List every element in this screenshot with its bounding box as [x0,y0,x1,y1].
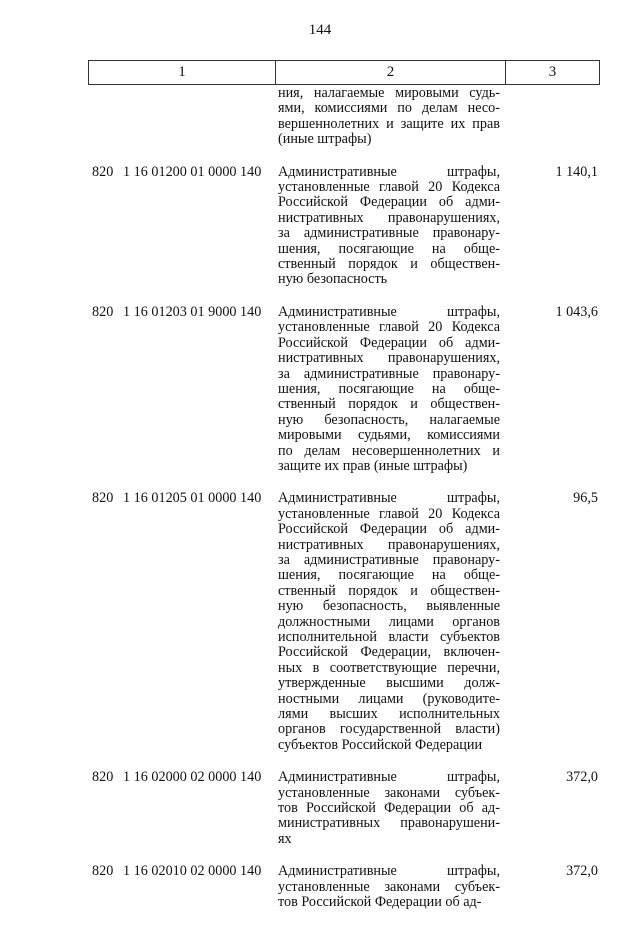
classification-code: 1 16 02000 02 0000 140 [123,769,262,786]
classification-code: 1 16 01200 01 0000 140 [123,163,262,180]
amount-cell: 1 043,6 [555,303,598,320]
description-line: ственный порядок и обществен- [278,256,500,273]
table-row [88,491,600,753]
description-line: ную безопасность, выявленные [278,598,500,615]
page-number: 144 [308,22,332,38]
description-line: за административные правонару- [278,225,500,242]
description-line: за административные правонару- [278,365,500,382]
classification-code: 1 16 01203 01 9000 140 [123,303,262,320]
table-row [88,86,600,148]
description-line: ственный порядок и обществен- [278,396,500,413]
header-col-3: 3 [506,61,600,85]
description-cell [278,770,500,847]
description-line: ную безопасность [278,271,388,288]
amount-cell: 372,0 [566,769,598,786]
description-line: ями, комиссиями по делам несо- [278,100,500,117]
table-row [88,165,600,288]
description-line: нистративных правонарушениях, [278,536,500,553]
description-cell [278,86,500,148]
description-line: шения, посягающие на обще- [278,567,500,584]
description-line: Административные штрафы, [278,163,500,180]
amount-cell: 96,5 [573,490,598,507]
header-col-1: 1 [89,61,276,85]
table-row [88,864,600,910]
description-line: Российской Федерации об адми- [278,521,500,538]
description-line: установленные законами субъек- [278,878,500,895]
description-line: защите их прав (иные штрафы) [278,457,468,474]
description-line: Российской Федерации об адми- [278,194,500,211]
admin-code: 820 [92,863,114,880]
table-row [88,305,600,474]
description-line: ния, налагаемые мировыми судь- [278,85,500,101]
budget-code-cell [88,86,278,148]
classification-code: 1 16 01205 01 0000 140 [123,490,262,507]
description-line: органов государственной власти) [278,721,500,738]
description-line: тов Российской Федерации об ад- [278,894,482,911]
description-line: ственный порядок и обществен- [278,582,500,599]
description-cell [278,305,500,474]
description-line: субъектов Российской Федерации [278,736,483,753]
description-line: установленные главой 20 Кодекса [278,505,500,522]
description-line: ных в соответствующие перечни, [278,659,500,676]
description-line: шения, посягающие на обще- [278,240,500,257]
description-line: установленные главой 20 Кодекса [278,179,500,196]
amount-cell: 1 140,1 [555,163,598,180]
description-line: Российской Федерации, включен- [278,644,500,661]
description-line: должностными лицами органов [278,613,500,630]
description-line: по делам несовершеннолетних и [278,442,500,459]
budget-code-cell [88,770,278,847]
description-line: установленные законами субъек- [278,784,500,801]
description-line: нистративных правонарушениях, [278,209,500,226]
description-line: Российской Федерации об адми- [278,334,500,351]
description-line: установленные главой 20 Кодекса [278,319,500,336]
admin-code: 820 [92,769,114,786]
description-cell [278,165,500,288]
description-line: ностными лицами (руководите- [278,690,500,707]
description-line: министративных правонарушени- [278,815,500,832]
budget-code-cell [88,305,278,474]
header-col-2: 2 [276,61,506,85]
description-line: исполнительной власти субъектов [278,629,500,645]
table-header [88,60,600,85]
description-line: за административные правонару- [278,551,500,568]
classification-code: 1 16 02010 02 0000 140 [123,863,262,880]
description-line: лями высших исполнительных [278,706,500,723]
admin-code: 820 [92,303,114,320]
admin-code: 820 [92,163,114,180]
description-line: утвержденные высшими долж- [278,675,500,692]
description-line: Административные штрафы, [278,863,500,880]
description-cell [278,491,500,753]
budget-code-cell [88,864,278,910]
description-line: вершеннолетних и защите их прав [278,115,500,132]
budget-code-cell [88,165,278,288]
budget-code-cell [88,491,278,753]
description-line: мировыми судьями, комиссиями [278,427,500,444]
admin-code: 820 [92,490,114,507]
description-line: нистративных правонарушениях, [278,350,500,367]
description-line: (иные штрафы) [278,131,372,148]
table-body [88,86,600,928]
description-line: Административные штрафы, [278,769,500,786]
description-line: тов Российской Федерации об ад- [278,800,500,817]
amount-cell: 372,0 [566,863,598,880]
amount-cell [500,86,600,148]
description-line: Административные штрафы, [278,303,500,320]
description-line: ную безопасность, налагаемые [278,411,500,428]
description-line: ях [278,830,292,847]
description-line: шения, посягающие на обще- [278,380,500,397]
description-line: Административные штрафы, [278,490,500,507]
description-cell [278,864,500,910]
table-row [88,770,600,847]
